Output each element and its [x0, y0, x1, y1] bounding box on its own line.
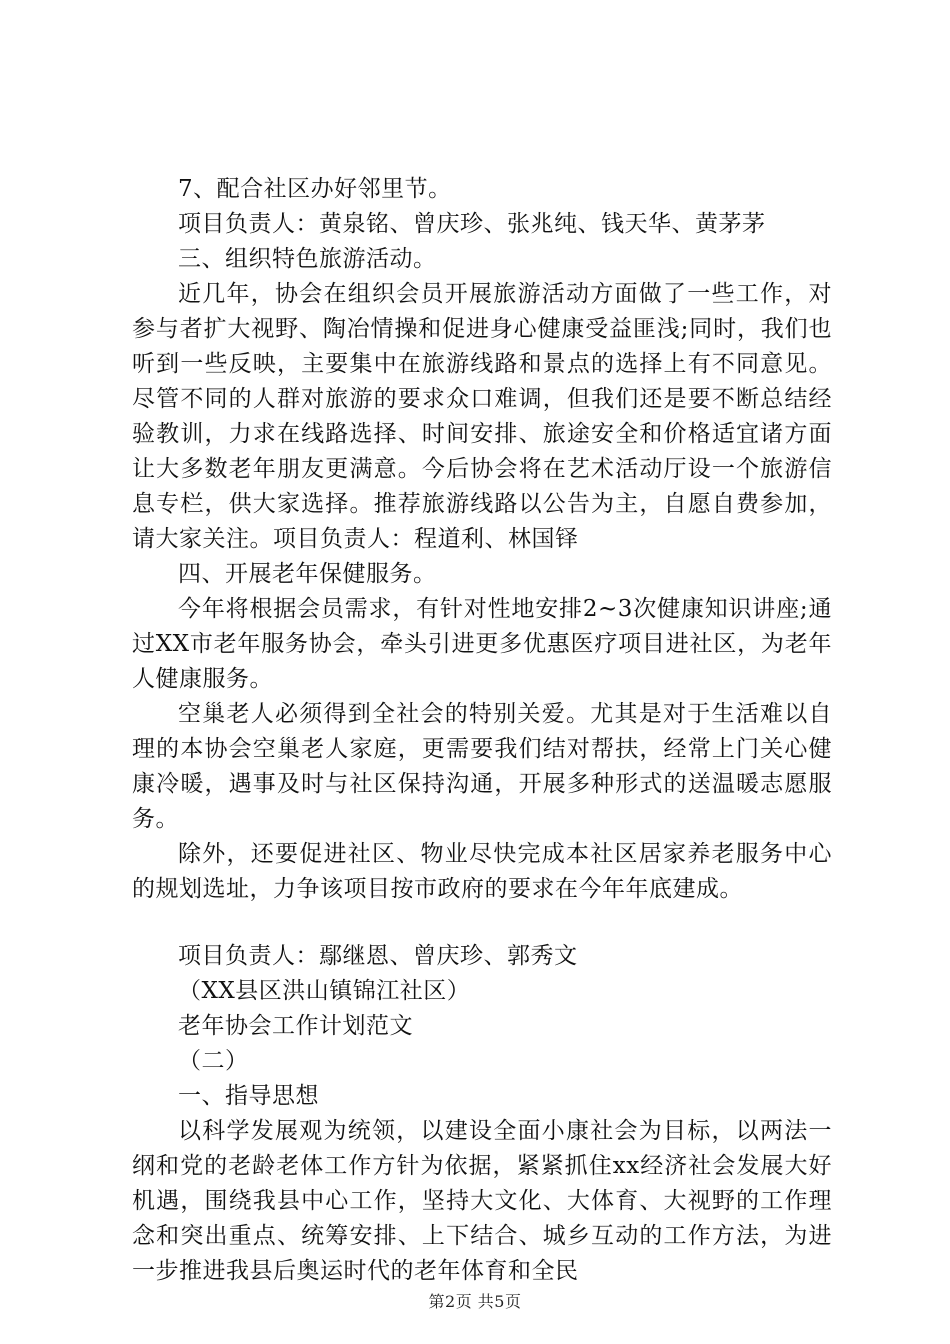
document-body [132, 172, 832, 1289]
body-paragraph-empty-nest: 空巢老人必须得到全社会的特别关爱。尤其是对于生活难以自理的本协会空巢老人家庭，更需要我们结对帮扶，经常上门关心健康冷暖，遇事及时与社区保持沟通，开展多种形式的送温暖志愿服务。 [132, 701, 832, 832]
page-footer: 第2页 共5页 [428, 1292, 522, 1311]
body-paragraph-service-center: 除外，还要促进社区、物业尽快完成本社区居家养老服务中心的规划选址，力争该项目按市政府的要求在今年年底建成。 [132, 841, 832, 902]
paragraph-gap [132, 907, 832, 939]
body-paragraph-travel: 近几年，协会在组织会员开展旅游活动方面做了一些工作，对参与者扩大视野、陶冶情操和促进身心健康受益匪浅;同时，我们也听到一些反映，主要集中在旅游线路和景点的选择上有不同意见。尽管不同的人群对旅游的要求众口难调，但我们还是要不断总结经验教训，力求在线路选择、时间安排、旅途安全和价格适宜诸方面让大多数老年朋友更满意。今后协会将在艺术活动厅设一个旅游信息专栏，供大家选择。推荐旅游线路以公告为主，自愿自费参加，请大家关注。项目负责人：程道利、林国铎 [132, 281, 832, 552]
organization-line: （XX县区洪山镇锦江社区） [178, 978, 471, 1004]
project-leaders-line: 项目负责人：黄泉铭、曾庆珍、张兆纯、钱天华、黄茅茅 [178, 211, 766, 237]
section-heading-3: 三、组织特色旅游活动。 [178, 246, 437, 272]
document-subtitle: 老年协会工作计划范文 [178, 1013, 413, 1039]
body-paragraph-health: 今年将根据会员需求，有针对性地安排2~3次健康知识讲座;通过XX市老年服务协会，牵头引进更多优惠医疗项目进社区，为老年人健康服务。 [132, 596, 832, 692]
project-leaders-line-2: 项目负责人：鄢继恩、曾庆珍、郭秀文 [178, 943, 578, 969]
part-number: （二） [178, 1048, 249, 1074]
section-heading-guiding: 一、指导思想 [178, 1083, 319, 1109]
section-heading-4: 四、开展老年保健服务。 [178, 561, 437, 587]
list-item-7: 7、配合社区办好邻里节。 [178, 176, 452, 202]
body-paragraph-guiding: 以科学发展观为统领，以建设全面小康社会为目标，以两法一纲和党的老龄老体工作方针为依据，紧紧抓住xx经济社会发展大好机遇，围绕我县中心工作，坚持大文化、大体育、大视野的工作理念和突出重点、统筹安排、上下结合、城乡互动的工作方法，为进一步推进我县后奥运时代的老年体育和全民 [132, 1118, 832, 1284]
